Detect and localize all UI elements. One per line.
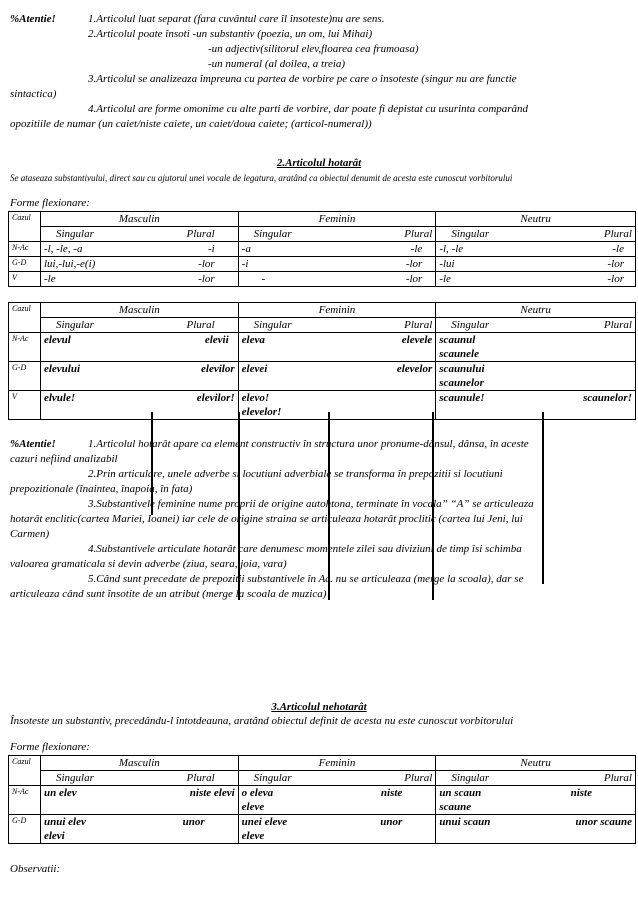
header-neuter: Neutru bbox=[436, 756, 636, 771]
table-row: G-D lui,-lui,-e(i) -lor -i -lor -lui -lor bbox=[9, 257, 636, 272]
indefinite-title: 3.Articolul nehotarât bbox=[271, 701, 367, 713]
table-row: G-D elevului elevilor elevei elevelor scaunului scaunelor bbox=[9, 362, 636, 391]
attention1-p2b: -un adjectiv(silitorul elev,floarea cea frumoasa) bbox=[208, 43, 419, 55]
header-case: Cazul bbox=[9, 212, 41, 242]
table-indefinite: Cazul Masculin Feminin Neutru Singular Plural Singular Plural Singular Plural N-Ac un elev niste elevi o eleva niste eleve un scaun niste scaune G-D unui elev unor elevi unei eleve unor eleve unui scaun unor scaune bbox=[8, 755, 636, 844]
table-definite-examples: Cazul Masculin Feminin Neutru Singular Plural Singular Plural Singular Plural N-Ac elevul elevii eleva elevele scaunul scaunele G-D elevului elevilor elevei elevelor scaunului scaunelor V elvule! elevilor! elevo! elevelor! scaunule! scaunelor! bbox=[8, 302, 636, 420]
table-row: V -le -lor - -lor -le -lor bbox=[9, 272, 636, 287]
header-singular: Singular bbox=[253, 228, 292, 240]
attention-marker: %Atentie! bbox=[10, 438, 56, 450]
header-feminine: Feminin bbox=[238, 212, 436, 227]
attention1-p4a: 4.Articolul are forme omonime cu alte parti de vorbire, dar poate fi depistat cu usurinta comparând bbox=[88, 103, 529, 115]
table-row: N-Ac un elev niste elevi o eleva niste eleve un scaun niste scaune bbox=[9, 786, 636, 815]
attention1-p2: 2.Articolul poate însoti -un substantiv (poezia, un om, lui Mihai) bbox=[88, 28, 373, 40]
header-masculine: Masculin bbox=[40, 303, 238, 318]
header-plural: Plural bbox=[603, 228, 632, 240]
attention1-p1: 1.Articolul luat separat (fara cuvântul care îl însoteste)nu are sens. bbox=[88, 13, 385, 25]
table-row: G-D unui elev unor elevi unei eleve unor eleve unui scaun unor scaune bbox=[9, 815, 636, 844]
header-case: Cazul bbox=[9, 303, 41, 333]
definite-forms-label: Forme flexionare: bbox=[10, 197, 90, 209]
attention-block-2: %Atentie! 1.Articolul hotarât apare ca element constructiv în structura unor pronume-dânsul, dânsa, în aceste cazuri nefiind analizabil 2.Prin articulare, unele adverbe si locutiuni adverbiale se transforma în prepozitii si locutiuni prepozitionale (înaintea, înapoia, în fata) 3.Substantivele feminine nume proprii de origine autohtona, terminate în vocala” “A” se articuleaza hotarât enclitic(cartea Mariei, Ioanei) iar cele de origine straina se articuleaza hotarât proclitic (cartea lui Jeni, lui Carmen) 4.Substantivele articulate hotarât care denumesc momentele zilei sau diviziuni de timp îsi schimba valoarea gramaticala si devin adverbe (ziua, seara, joia, vara) 5.Când sunt precedate de prepozitii substantivele în Ac. nu se articuleaza (merge la scoala), dar se articuleaza când sunt însotite de un atribut (merge la scoala de muzica) bbox=[10, 438, 534, 600]
header-masculine: Masculin bbox=[40, 212, 238, 227]
header-plural: Plural bbox=[404, 228, 433, 240]
header-singular: Singular bbox=[55, 228, 94, 240]
definite-title: 2.Articolul hotarât bbox=[276, 157, 362, 169]
header-feminine: Feminin bbox=[238, 303, 436, 318]
table-definite-endings bbox=[8, 211, 636, 287]
attention1-p3a: 3.Articolul se analizeaza împreuna cu partea de vorbire pe care o însoteste (singur nu are functie bbox=[88, 73, 517, 85]
observations-label: Observatii: bbox=[10, 863, 61, 875]
header-neuter: Neutru bbox=[436, 303, 636, 318]
attention-block-1 bbox=[10, 12, 630, 132]
table-row: V elvule! elevilor! elevo! elevelor! scaunule! scaunelor! bbox=[9, 391, 636, 420]
table-row: N-Ac -l, -le, -a -i -a -le -l, -le -le bbox=[9, 242, 636, 257]
header-feminine: Feminin bbox=[238, 756, 436, 771]
attention1-p3b: sintactica) bbox=[10, 88, 57, 100]
indefinite-description: Însoteste un substantiv, precedându-l întotdeauna, aratând obiectul definit de acesta nu este cunoscut vorbitorului bbox=[10, 715, 514, 727]
indefinite-forms-label: Forme flexionare: bbox=[10, 741, 90, 753]
header-plural: Plural bbox=[186, 228, 215, 240]
header-neuter: Neutru bbox=[436, 212, 636, 227]
attention1-p4b: opozitiile de numar (un caiet/niste caiete, un caiet/doua caiete; (articol-numeral)) bbox=[10, 118, 372, 130]
attention1-p2c: -un numeral (al doilea, a treia) bbox=[208, 58, 346, 70]
table-row: N-Ac elevul elevii eleva elevele scaunul scaunele bbox=[9, 333, 636, 362]
definite-description: Se ataseaza substantivului, direct sau cu ajutorul unei vocale de legatura, aratând ca obiectul denumit de acesta este cunoscut vorbitorului bbox=[10, 173, 513, 183]
header-case: Cazul bbox=[9, 756, 41, 786]
header-singular: Singular bbox=[451, 228, 490, 240]
attention-marker: %Atentie! bbox=[10, 13, 56, 25]
header-masculine: Masculin bbox=[40, 756, 238, 771]
